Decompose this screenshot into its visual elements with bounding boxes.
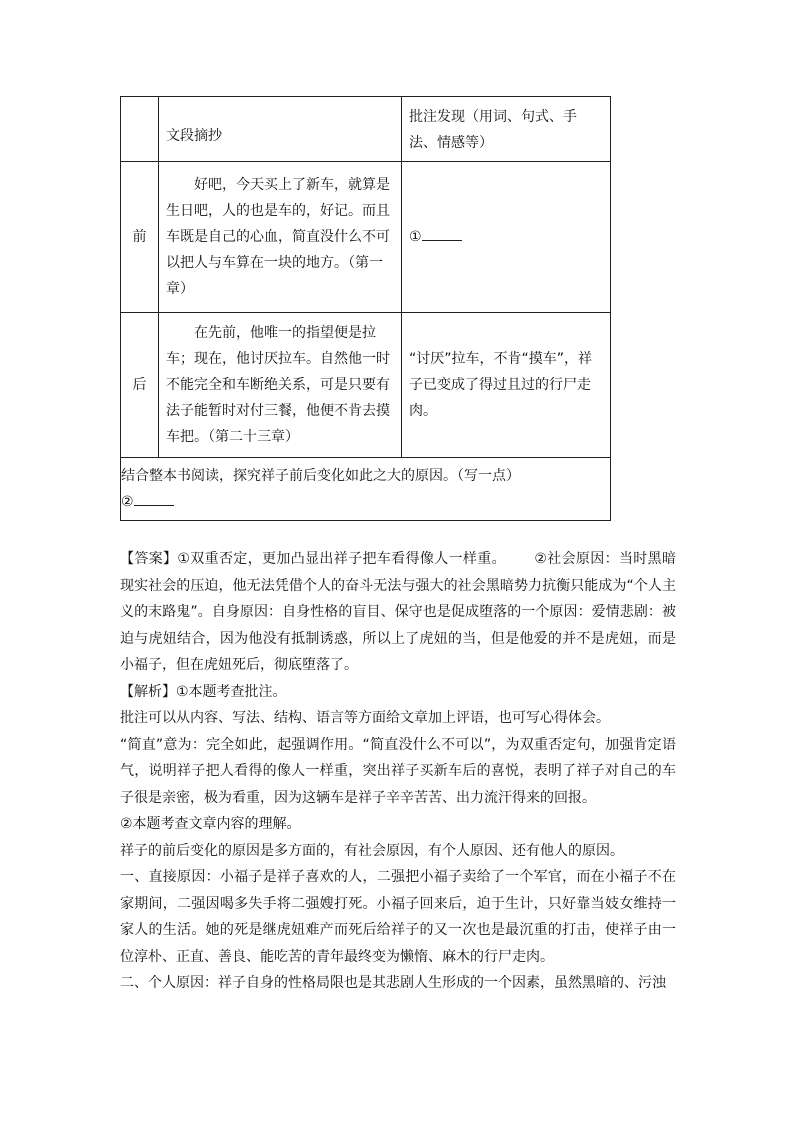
- answer-section: [120, 546, 676, 997]
- note-number-2: ②: [121, 494, 134, 510]
- answer-blank-2[interactable]: [134, 491, 174, 506]
- analysis-heading-line: [120, 679, 676, 706]
- header-excerpt-cell: [159, 97, 402, 162]
- analysis-line-1: ①本题考查批注。: [176, 683, 287, 700]
- footer-blank-line: [121, 489, 610, 515]
- header-blank-cell: [121, 97, 159, 162]
- table-row-before: [121, 162, 611, 313]
- answer-blank-1[interactable]: [422, 226, 462, 241]
- annotation-table: [120, 96, 611, 521]
- analysis-label: 【解析】: [120, 683, 176, 700]
- header-excerpt-label: 文段摘抄: [166, 128, 222, 144]
- note-cell-after: [402, 313, 611, 458]
- answer-paragraph: [120, 546, 676, 679]
- row-label-before: 前: [121, 162, 159, 313]
- excerpt-cell-after: [159, 313, 402, 458]
- note-cell-before: [402, 162, 611, 313]
- analysis-line-4: ②本题考查文章内容的理解。: [120, 816, 301, 832]
- table-header-row: [121, 97, 611, 162]
- note-blank-before: [402, 224, 610, 250]
- analysis-line-5: 祥子的前后变化的原因是多方面的，有社会原因，有个人原因、还有他人的原因。: [120, 842, 624, 859]
- analysis-line-3: “简直”意为：完全如此，起强调作用。“简直没什么不可以”，为双重否定句，加强肯定语气，说明祥子把人看得的像人一样重，突出祥子买新车后的喜悦，表明了祥子对自己的车子很是亲密，极为看重，因为这辆车是祥子辛辛苦苦、出力流汗得来的回报。: [120, 736, 676, 806]
- analysis-line-7: 二、个人原因：祥子自身的性格局限也是其悲剧人生形成的一个因素，虽然黑暗的、污浊: [120, 975, 666, 991]
- table-footer-row: [121, 458, 611, 521]
- footer-question: 结合整本书阅读，探究祥子前后变化如此之大的原因。（写一点）: [121, 468, 520, 484]
- analysis-line-6: 一、直接原因：小福子是祥子喜欢的人，二强把小福子卖给了一个军官，而在小福子不在家期间，二强因喝多失手将二强嫂打死。小福子回来后，迫于生计，只好靠当妓女维持一家人的生活。她的死是继虎妞难产而死后给祥子的又一次也是最沉重的打击，使祥子由一位淳朴、正直、善良、能吃苦的青年最终变为懒惰、麻木的行尸走肉。: [120, 869, 676, 965]
- table-row-after: [121, 313, 611, 458]
- row-label-after: 后: [121, 313, 159, 458]
- analysis-line-2: 批注可以从内容、写法、结构、语言等方面给文章加上评语，也可写心得体会。: [120, 710, 610, 726]
- excerpt-text-before: 好吧，今天买上了新车，就算是生日吧，人的也是车的，好记。而且车既是自己的心血，简直没什么不可以把人与车算在一块的地方。（第一章）: [166, 177, 390, 297]
- note-text-after: “讨厌”拉车，不肯“摸车”，祥子已变成了得过且过的行尸走肉。: [409, 351, 593, 419]
- answer-label: 【答案】: [120, 551, 178, 567]
- answer-part-2: ②社会原因：当时黑暗现实社会的压迫，他无法凭借个人的奋斗无法与强大的社会黑暗势力抗衡只能成为“个人主义的末路鬼”。自身原因：自身性格的盲目、保守也是促成堕落的一个原因：爱情悲剧：被迫与虎妞结合，因为他没有抵制诱惑，所以上了虎妞的当，但是他爱的并不是虎妞，而是小福子，但在虎妞死后，彻底堕落了。: [120, 551, 676, 673]
- answer-part-1: ①双重否定，更加凸显出祥子把车看得像人一样重。: [177, 551, 506, 567]
- footer-question-cell: [121, 458, 611, 521]
- excerpt-text-after: 在先前，他唯一的指望便是拉车；现在，他讨厌拉车。自然他一时不能完全和车断绝关系，可是只要有法子能暂时对付三餐，他便不肯去摸车把。（第二十三章）: [166, 325, 390, 445]
- header-note-label: 批注发现（用词、句式、手法、情感等）: [409, 109, 577, 151]
- excerpt-cell-before: [159, 162, 402, 313]
- header-note-cell: [402, 97, 611, 162]
- note-number-1: ①: [409, 229, 422, 245]
